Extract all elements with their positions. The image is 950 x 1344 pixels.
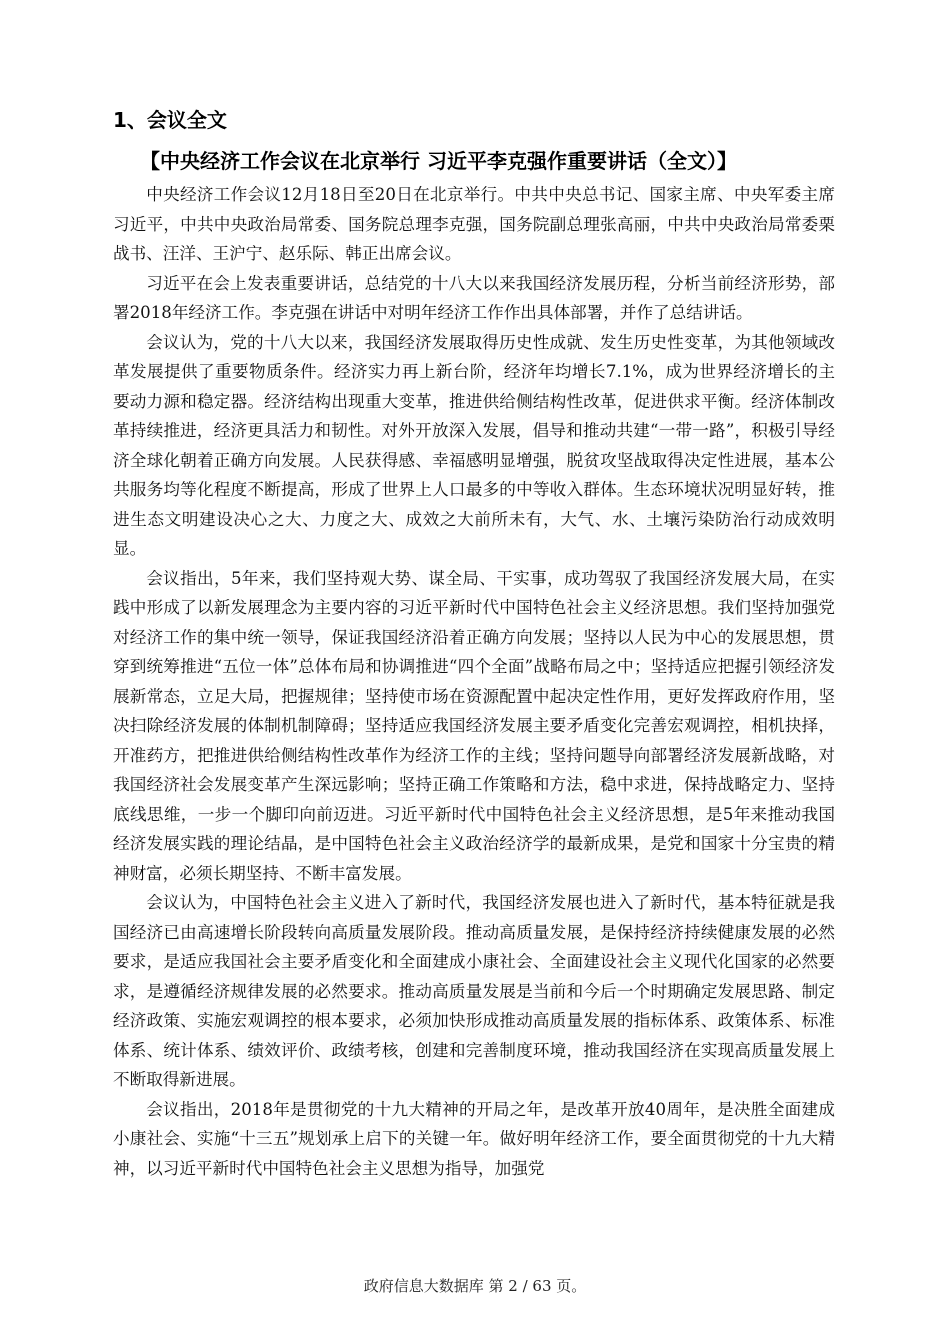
document-title: 【中央经济工作会议在北京举行 习近平李克强作重要讲话（全文）】	[140, 149, 737, 173]
paragraph: 会议认为，中国特色社会主义进入了新时代，我国经济发展也进入了新时代，基本特征就是我国经济已由高速增长阶段转向高质量发展阶段。推动高质量发展，是保持经济持续健康发展的必然要求，是适应我国社会主要矛盾变化和全面建成小康社会、全面建设社会主义现代化国家的必然要求，是遵循经济规律发展的必然要求。推动高质量发展是当前和今后一个时期确定发展思路、制定经济政策、实施宏观调控的根本要求，必须加快形成推动高质量发展的指标体系、政策体系、标准体系、统计体系、绩效评价、政绩考核，创建和完善制度环境，推动我国经济在实现高质量发展上不断取得新进展。	[113, 893, 835, 1089]
paragraph: 中央经济工作会议12月18日至20日在北京举行。中共中央总书记、国家主席、中央军委主席习近平，中共中央政治局常委、国务院总理李克强，国务院副总理张高丽，中共中央政治局常委栗战书、汪洋、王沪宁、赵乐际、韩正出席会议。	[113, 185, 835, 263]
page-footer: 政府信息大数据库 第 2 / 63 页。	[363, 1277, 587, 1295]
paragraph: 习近平在会上发表重要讲话，总结党的十八大以来我国经济发展历程，分析当前经济形势，部署2018年经济工作。李克强在讲话中对明年经济工作作出具体部署，并作了总结讲话。	[113, 273, 835, 322]
paragraph: 会议指出，2018年是贯彻党的十九大精神的开局之年，是改革开放40周年，是决胜全面建成小康社会、实施“十三五”规划承上启下的关键一年。做好明年经济工作，要全面贯彻党的十九大精神，以习近平新时代中国特色社会主义思想为指导，加强党	[113, 1099, 835, 1178]
paragraph: 会议指出，5年来，我们坚持观大势、谋全局、干实事，成功驾驭了我国经济发展大局，在实践中形成了以新发展理念为主要内容的习近平新时代中国特色社会主义经济思想。我们坚持加强党对经济工作的集中统一领导，保证我国经济沿着正确方向发展；坚持以人民为中心的发展思想，贯穿到统筹推进“五位一体”总体布局和协调推进“四个全面”战略布局之中；坚持适应把握引领经济发展新常态，立足大局，把握规律；坚持使市场在资源配置中起决定性作用，更好发挥政府作用，坚决扫除经济发展的体制机制障碍；坚持适应我国经济发展主要矛盾变化完善宏观调控，相机抉择，开准药方，把推进供给侧结构性改革作为经济工作的主线；坚持问题导向部署经济发展新战略，对我国经济社会发展变革产生深远影响；坚持正确工作策略和方法，稳中求进，保持战略定力、坚持底线思维，一步一个脚印向前迈进。习近平新时代中国特色社会主义经济思想，是5年来推动我国经济发展实践的理论结晶，是中国特色社会主义政治经济学的最新成果，是党和国家十分宝贵的精神财富，必须长期坚持、不断丰富发展。	[113, 568, 835, 883]
article-body	[113, 180, 835, 1183]
section-heading: 1、会议全文	[113, 108, 227, 132]
paragraph: 会议认为，党的十八大以来，我国经济发展取得历史性成就、发生历史性变革，为其他领域改革发展提供了重要物质条件。经济实力再上新台阶，经济年均增长7.1%，成为世界经济增长的主要动力源和稳定器。经济结构出现重大变革，推进供给侧结构性改革，促进供求平衡。经济体制改革持续推进，经济更具活力和韧性。对外开放深入发展，倡导和推动共建“一带一路”，积极引导经济全球化朝着正确方向发展。人民获得感、幸福感明显增强，脱贫攻坚战取得决定性进展，基本公共服务均等化程度不断提高，形成了世界上人口最多的中等收入群体。生态环境状况明显好转，推进生态文明建设决心之大、力度之大、成效之大前所未有，大气、水、土壤污染防治行动成效明显。	[113, 332, 835, 558]
